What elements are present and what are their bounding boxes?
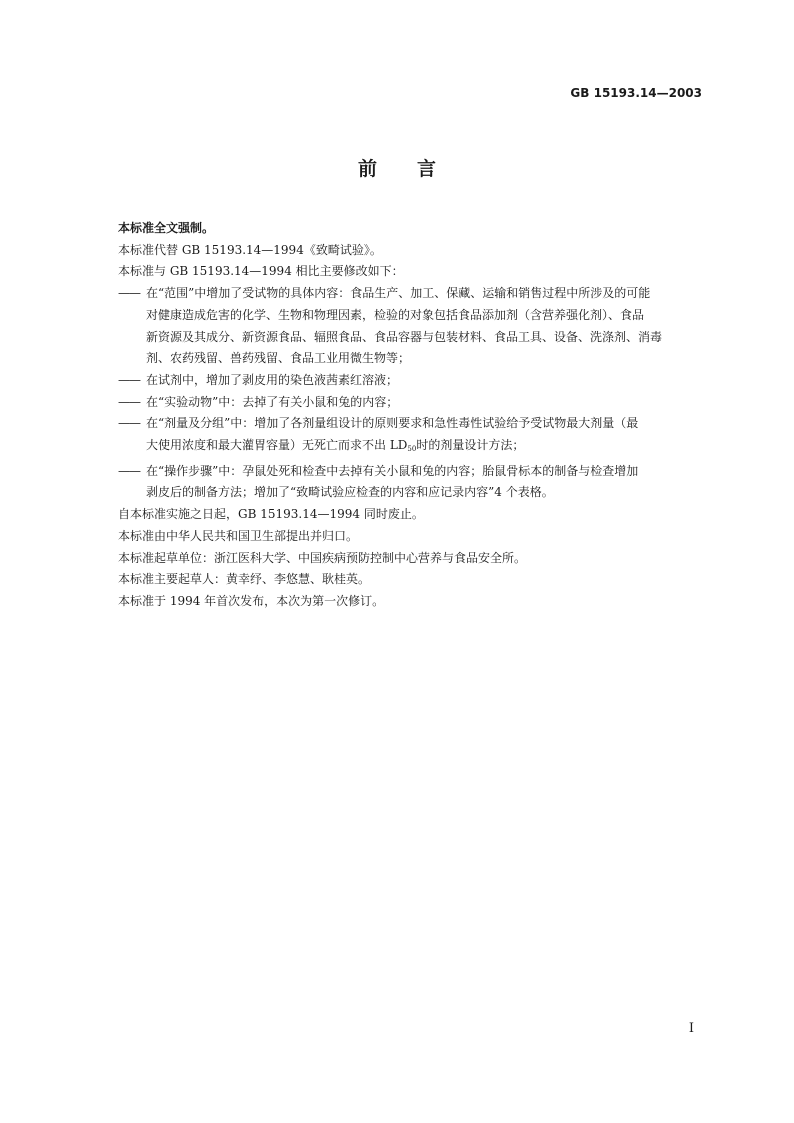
ld-subscript: 50 [407,445,417,454]
change-line: 在“剂量及分组”中：增加了各剂量组设计的原则要求和急性毒性试验给予受试物最大剂量（最 [146,416,639,431]
dash-mark: —— [118,394,140,409]
paragraph-proposer: 本标准由中华人民共和国卫生部提出并归口。 [118,528,359,543]
change-line: 在“实验动物”中：去掉了有关小鼠和兔的内容； [146,394,399,409]
change-item-animals [118,392,706,414]
change-line: 对健康造成危害的化学、生物和物理因素，检验的对象包括食品添加剂（含营养强化剂）、食品 [146,307,645,322]
change-item-procedure [118,461,706,504]
change-item-dosage [118,413,706,460]
change-line: 在“范围”中增加了受试物的具体内容：食品生产、加工、保藏、运输和销售过程中所涉及的可能 [146,286,651,301]
change-line: 剥皮后的制备方法；增加了“致畸试验应检查的内容和应记录内容”4 个表格。 [146,485,554,500]
paragraph-mandatory: 本标准全文强制。 [118,221,215,235]
change-line: 在试剂中，增加了剥皮用的染色液茜素红溶液； [146,372,399,387]
change-item-reagents [118,370,706,392]
change-line: 新资源及其成分、新资源食品、辐照食品、食品容器与包装材料、食品工具、设备、洗涤剂、消毒 [146,329,663,344]
page-number: I [688,1021,694,1036]
change-line: 在“操作步骤”中：孕鼠处死和检查中去掉有关小鼠和兔的内容；胎鼠骨标本的制备与检查增加 [146,463,639,478]
dash-mark: —— [118,286,140,301]
change-line: 剂、农药残留、兽药残留、食品工业用微生物等； [146,351,411,366]
change-line-text: 大使用浓度和最大灌胃容量）无死亡而求不出 LD [146,438,408,453]
change-line [146,435,706,461]
paragraph-abolish: 自本标准实施之日起，GB 15193.14—1994 同时废止。 [118,507,424,522]
change-line-text: 时的剂量设计方法； [416,438,525,453]
paragraph-changes-intro: 本标准与 GB 15193.14—1994 相比主要修改如下： [118,264,404,279]
paragraph-drafting-units: 本标准起草单位：浙江医科大学、中国疾病预防控制中心营养与食品安全所。 [118,550,527,565]
paragraph-history: 本标准于 1994 年首次发布，本次为第一次修订。 [118,593,385,608]
dash-mark: —— [118,463,140,478]
standard-number: GB 15193.14—2003 [570,86,702,100]
paragraph-replaces: 本标准代替 GB 15193.14—1994《致畸试验》。 [118,242,382,257]
paragraph-drafters: 本标准主要起草人：黄幸纾、李悠慧、耿桂英。 [118,572,371,587]
change-item-scope [118,283,706,370]
dash-mark: —— [118,416,140,431]
page-title: 前言 [357,158,476,180]
dash-mark: —— [118,372,140,387]
foreword-body [118,218,706,613]
